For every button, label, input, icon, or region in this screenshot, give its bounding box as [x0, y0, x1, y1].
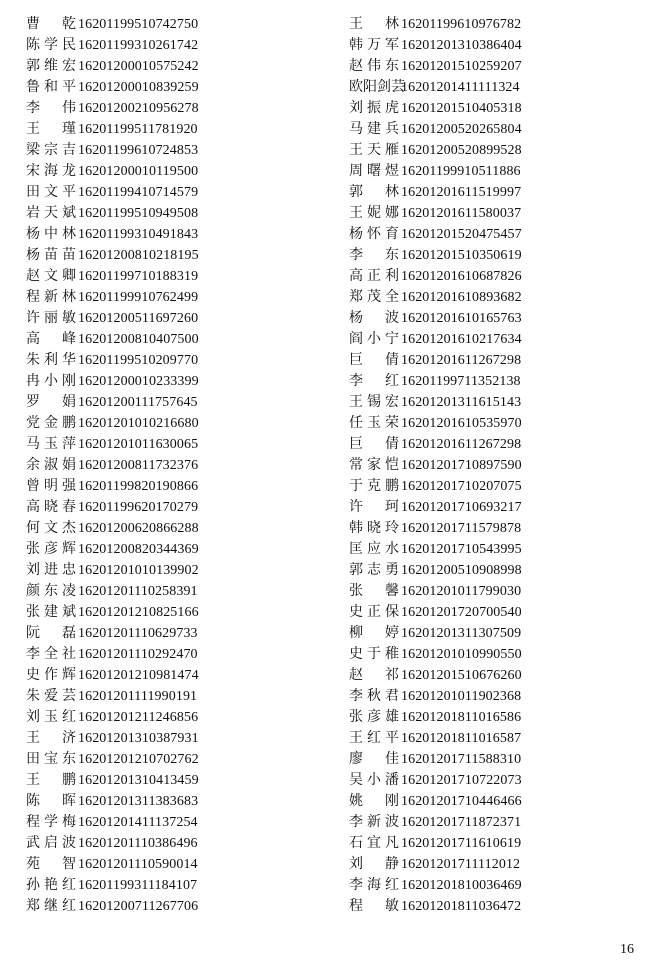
person-name: 王妮娜	[349, 205, 399, 221]
list-item	[349, 266, 649, 287]
registration-number: 16201201610893682	[401, 290, 522, 305]
person-name: 史于稚	[349, 646, 399, 662]
registration-number: 16201199910762499	[78, 290, 199, 305]
list-item	[349, 329, 649, 350]
person-name: 颜东凌	[26, 583, 76, 599]
person-name: 党金鹏	[26, 415, 76, 431]
registration-number: 16201201011630065	[78, 437, 199, 452]
registration-number: 16201201110629733	[78, 626, 198, 641]
person-name: 王 林	[349, 16, 399, 32]
registration-number: 16201199510742750	[78, 17, 199, 32]
list-item	[26, 245, 326, 266]
person-name: 何文杰	[26, 520, 76, 536]
person-name: 王天雁	[349, 142, 399, 158]
person-name: 梁宗吉	[26, 142, 76, 158]
registration-number: 16201201110590014	[78, 857, 198, 872]
person-name: 欧阳剑芸	[349, 79, 405, 95]
registration-number: 16201199511781920	[78, 122, 198, 137]
list-item	[349, 476, 649, 497]
registration-number: 16201199820190866	[78, 479, 199, 494]
person-name: 李 红	[349, 373, 399, 389]
registration-number: 16201201710446466	[401, 794, 522, 809]
registration-number: 16201200520265804	[401, 122, 522, 137]
registration-number: 16201199310261742	[78, 38, 199, 53]
person-name: 刘玉红	[26, 709, 76, 725]
registration-number: 16201201611267298	[401, 437, 522, 452]
right-column-list	[349, 14, 649, 917]
list-item	[349, 140, 649, 161]
list-item	[349, 581, 649, 602]
person-name: 郭志勇	[349, 562, 399, 578]
list-item	[26, 161, 326, 182]
left-column-list	[26, 14, 326, 917]
list-item	[349, 770, 649, 791]
person-name: 史正保	[349, 604, 399, 620]
person-name: 匡应水	[349, 541, 399, 557]
registration-number: 16201201510676260	[401, 668, 522, 683]
list-item	[26, 644, 326, 665]
registration-number: 16201201010216680	[78, 416, 199, 431]
registration-number: 16201201610217634	[401, 332, 522, 347]
registration-number: 16201200810218195	[78, 248, 199, 263]
list-item	[349, 98, 649, 119]
person-name: 杨怀育	[349, 226, 399, 242]
list-item	[349, 14, 649, 35]
list-item	[349, 812, 649, 833]
person-name: 马玉萍	[26, 436, 76, 452]
person-name: 韩晓玲	[349, 520, 399, 536]
registration-number: 16201201610165763	[401, 311, 522, 326]
registration-number: 16201201711610619	[401, 836, 522, 851]
person-name: 李 伟	[26, 100, 76, 116]
list-item	[26, 791, 326, 812]
person-name: 宋海龙	[26, 163, 76, 179]
list-item	[349, 539, 649, 560]
registration-number: 16201201610535970	[401, 416, 522, 431]
person-name: 巨 倩	[349, 352, 399, 368]
person-name: 周曙煜	[349, 163, 399, 179]
list-item	[349, 623, 649, 644]
list-item	[26, 728, 326, 749]
list-item	[26, 602, 326, 623]
person-name: 郭 林	[349, 184, 399, 200]
list-item	[349, 308, 649, 329]
person-name: 曾明强	[26, 478, 76, 494]
registration-number: 16201201710543995	[401, 542, 522, 557]
list-item	[26, 686, 326, 707]
list-item	[26, 203, 326, 224]
registration-number: 16201199620170279	[78, 500, 199, 515]
list-item	[349, 749, 649, 770]
person-name: 马建兵	[349, 121, 399, 137]
person-name: 姚 刚	[349, 793, 399, 809]
registration-number: 16201200210956278	[78, 101, 199, 116]
registration-number: 16201201711112012	[401, 857, 521, 872]
registration-number: 16201201810036469	[401, 878, 522, 893]
list-item	[26, 434, 326, 455]
registration-number: 16201200010233399	[78, 374, 199, 389]
person-name: 高晓春	[26, 499, 76, 515]
page-number: 16	[620, 942, 634, 957]
list-item	[26, 812, 326, 833]
person-name: 李全社	[26, 646, 76, 662]
list-item	[349, 665, 649, 686]
registration-number: 16201201720700540	[401, 605, 522, 620]
list-item	[349, 350, 649, 371]
list-item	[349, 224, 649, 245]
list-item	[349, 497, 649, 518]
person-name: 杨中林	[26, 226, 76, 242]
list-item	[26, 896, 326, 917]
registration-number: 16201201010990550	[401, 647, 522, 662]
list-item	[26, 854, 326, 875]
list-item	[26, 770, 326, 791]
list-item	[26, 329, 326, 350]
list-item	[349, 602, 649, 623]
person-name: 鲁和平	[26, 79, 76, 95]
list-item	[26, 581, 326, 602]
registration-number: 16201200010575242	[78, 59, 199, 74]
registration-number: 16201201610687826	[401, 269, 522, 284]
list-item	[26, 392, 326, 413]
person-name: 于克鹏	[349, 478, 399, 494]
registration-number: 16201201111990191	[78, 689, 198, 704]
registration-number: 16201200511697260	[78, 311, 199, 326]
person-name: 赵伟东	[349, 58, 399, 74]
registration-number: 16201199510949508	[78, 206, 199, 221]
list-item	[26, 665, 326, 686]
person-name: 程 敏	[349, 898, 399, 914]
registration-number: 16201199410714579	[78, 185, 199, 200]
registration-number: 16201201311307509	[401, 626, 522, 641]
person-name: 王锡宏	[349, 394, 399, 410]
registration-number: 16201200010839259	[78, 80, 199, 95]
registration-number: 16201201311383683	[78, 794, 199, 809]
list-item	[26, 56, 326, 77]
registration-number: 16201200620866288	[78, 521, 199, 536]
list-item	[349, 560, 649, 581]
list-item	[26, 308, 326, 329]
list-item	[349, 35, 649, 56]
list-item	[349, 875, 649, 896]
registration-number: 16201200510908998	[401, 563, 522, 578]
list-item	[26, 560, 326, 581]
registration-number: 16201201811036472	[401, 899, 522, 914]
list-item	[349, 707, 649, 728]
person-name: 余淑娟	[26, 457, 76, 473]
registration-number: 16201201011799030	[401, 584, 522, 599]
person-name: 常家恺	[349, 457, 399, 473]
list-item	[26, 707, 326, 728]
person-name: 张建斌	[26, 604, 76, 620]
list-item	[349, 686, 649, 707]
person-name: 郑继红	[26, 898, 76, 914]
registration-number: 16201199711352138	[401, 374, 521, 389]
registration-number: 16201201811016586	[401, 710, 522, 725]
registration-number: 16201201310413459	[78, 773, 199, 788]
person-name: 韩万军	[349, 37, 399, 53]
list-item	[349, 791, 649, 812]
registration-number: 16201201611519997	[401, 185, 522, 200]
list-item	[349, 413, 649, 434]
person-name: 王 济	[26, 730, 76, 746]
person-name: 张 馨	[349, 583, 399, 599]
registration-number: 16201201811016587	[401, 731, 522, 746]
person-name: 苑 智	[26, 856, 76, 872]
registration-number: 16201199710188319	[78, 269, 199, 284]
registration-number: 16201200811732376	[78, 458, 199, 473]
person-name: 李海红	[349, 877, 399, 893]
list-item	[26, 371, 326, 392]
registration-number: 16201201411137254	[78, 815, 198, 830]
person-name: 李新波	[349, 814, 399, 830]
list-item	[26, 875, 326, 896]
person-name: 阮 磊	[26, 625, 76, 641]
list-item	[349, 644, 649, 665]
person-name: 许丽敏	[26, 310, 76, 326]
person-name: 郑茂全	[349, 289, 399, 305]
registration-number: 16201201611580037	[401, 206, 522, 221]
registration-number: 16201201710897590	[401, 458, 522, 473]
person-name: 罗 娟	[26, 394, 76, 410]
list-item	[26, 140, 326, 161]
registration-number: 16201201711588310	[401, 752, 522, 767]
registration-number: 16201201211246856	[78, 710, 199, 725]
registration-number: 16201201510259207	[401, 59, 522, 74]
registration-number: 16201201711579878	[401, 521, 522, 536]
list-item	[26, 518, 326, 539]
person-name: 曹 乾	[26, 16, 76, 32]
registration-number: 16201199610976782	[401, 17, 522, 32]
list-item	[349, 896, 649, 917]
list-item	[349, 203, 649, 224]
list-item	[349, 161, 649, 182]
registration-number: 16201201110292470	[78, 647, 198, 662]
registration-number: 16201201611267298	[401, 353, 522, 368]
list-item	[26, 119, 326, 140]
list-item	[26, 266, 326, 287]
person-name: 陈学民	[26, 37, 76, 53]
list-item	[349, 833, 649, 854]
person-name: 许 珂	[349, 499, 399, 515]
list-item	[349, 728, 649, 749]
person-name: 高 峰	[26, 331, 76, 347]
list-item	[349, 854, 649, 875]
list-item	[26, 749, 326, 770]
list-item	[349, 245, 649, 266]
person-name: 陈 晖	[26, 793, 76, 809]
person-name: 赵 祁	[349, 667, 399, 683]
list-item	[26, 833, 326, 854]
registration-number: 16201200711267706	[78, 899, 199, 914]
person-name: 田文平	[26, 184, 76, 200]
list-item	[26, 287, 326, 308]
list-item	[26, 539, 326, 560]
registration-number: 16201201710722073	[401, 773, 522, 788]
person-name: 李 东	[349, 247, 399, 263]
person-name: 巨 倩	[349, 436, 399, 452]
list-item	[349, 518, 649, 539]
list-item	[26, 455, 326, 476]
person-name: 田宝东	[26, 751, 76, 767]
registration-number: 16201201110258391	[78, 584, 198, 599]
person-name: 武启波	[26, 835, 76, 851]
person-name: 朱利华	[26, 352, 76, 368]
list-item	[26, 98, 326, 119]
list-item	[349, 182, 649, 203]
person-name: 程学梅	[26, 814, 76, 830]
list-item	[26, 497, 326, 518]
person-name: 李秋君	[349, 688, 399, 704]
person-name: 石宜凡	[349, 835, 399, 851]
list-item	[349, 77, 649, 98]
registration-number: 16201200520899528	[401, 143, 522, 158]
person-name: 刘振虎	[349, 100, 399, 116]
person-name: 孙艳红	[26, 877, 76, 893]
registration-number: 16201200810407500	[78, 332, 199, 347]
list-item	[26, 623, 326, 644]
person-name: 史作辉	[26, 667, 76, 683]
list-item	[349, 287, 649, 308]
list-item	[26, 350, 326, 371]
list-item	[349, 392, 649, 413]
person-name: 赵文卿	[26, 268, 76, 284]
registration-number: 16201199311184107	[78, 878, 198, 893]
registration-number: 16201201710207075	[401, 479, 522, 494]
registration-number: 16201201210825166	[78, 605, 199, 620]
person-name: 张彦雄	[349, 709, 399, 725]
registration-number: 16201200010119500	[78, 164, 199, 179]
person-name: 杨 波	[349, 310, 399, 326]
registration-number: 16201201310386404	[401, 38, 522, 53]
registration-number: 16201201711872371	[401, 815, 522, 830]
list-item	[349, 56, 649, 77]
person-name: 刘进忠	[26, 562, 76, 578]
registration-number: 16201199610724853	[78, 143, 199, 158]
registration-number: 16201201520475457	[401, 227, 522, 242]
list-item	[26, 77, 326, 98]
person-name: 岩天斌	[26, 205, 76, 221]
registration-number: 16201201510350619	[401, 248, 522, 263]
person-name: 张彦辉	[26, 541, 76, 557]
person-name: 柳 婷	[349, 625, 399, 641]
list-item	[26, 476, 326, 497]
registration-number: 16201199510209770	[78, 353, 199, 368]
registration-number: 16201201411111324	[401, 80, 520, 95]
list-item	[26, 35, 326, 56]
registration-number: 16201201311615143	[401, 395, 522, 410]
list-item	[349, 119, 649, 140]
registration-number: 16201199310491843	[78, 227, 199, 242]
person-name: 高正利	[349, 268, 399, 284]
registration-number: 16201201210702762	[78, 752, 199, 767]
list-item	[26, 413, 326, 434]
person-name: 王红平	[349, 730, 399, 746]
registration-number: 16201200820344369	[78, 542, 199, 557]
registration-number: 16201201510405318	[401, 101, 522, 116]
list-item	[349, 455, 649, 476]
registration-number: 16201201011902368	[401, 689, 522, 704]
registration-number: 16201201210981474	[78, 668, 199, 683]
person-name: 冉小刚	[26, 373, 76, 389]
registration-number: 16201201010139902	[78, 563, 199, 578]
list-item	[349, 371, 649, 392]
person-name: 廖 佳	[349, 751, 399, 767]
registration-number: 16201201110386496	[78, 836, 198, 851]
list-item	[349, 434, 649, 455]
person-name: 郭维宏	[26, 58, 76, 74]
person-name: 王 鹏	[26, 772, 76, 788]
person-name: 程新林	[26, 289, 76, 305]
person-name: 刘 静	[349, 856, 399, 872]
registration-number: 16201201710693217	[401, 500, 522, 515]
person-name: 任玉荣	[349, 415, 399, 431]
list-item	[26, 224, 326, 245]
person-name: 阎小宁	[349, 331, 399, 347]
person-name: 朱爱芸	[26, 688, 76, 704]
person-name: 吴小潘	[349, 772, 399, 788]
list-item	[26, 182, 326, 203]
person-name: 杨苗苗	[26, 247, 76, 263]
registration-number: 16201200111757645	[78, 395, 198, 410]
registration-number: 16201199910511886	[401, 164, 521, 179]
list-item	[26, 14, 326, 35]
registration-number: 16201201310387931	[78, 731, 199, 746]
person-name: 王 瑾	[26, 121, 76, 137]
